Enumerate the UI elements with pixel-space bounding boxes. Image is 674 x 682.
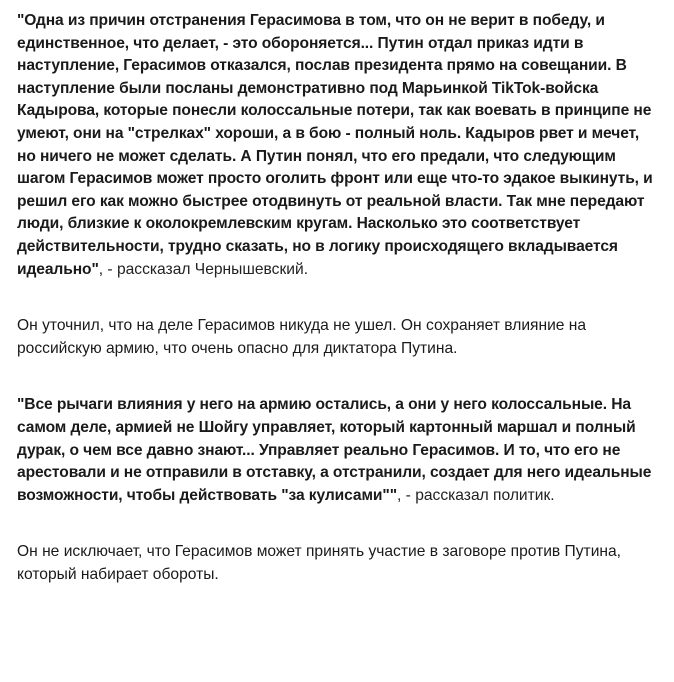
paragraph-quote-1 xyxy=(17,10,660,281)
quote-text: "Все рычаги влияния у него на армию остались, а они у него колоссальные. На самом деле, армией не Шойгу управляет, который картонный маршал и полный дурак, о чем все давно знают... Управляет реально Герасимов. И то, что его не арестовали и не отправили в отставку, а отстранили, создает для него идеальные возможности, чтобы действовать "за кулисами"" xyxy=(17,396,652,504)
quote-attribution: , - рассказал политик. xyxy=(397,486,555,504)
quote-attribution: , - рассказал Чернышевский. xyxy=(98,260,309,278)
quote-text: "Одна из причин отстранения Герасимова в том, что он не верит в победу, и единственное, что делает, - это обороняется... Путин отдал приказ идти в наступление, Герасимов отказался, послав президента прямо на совещании. В наступление были посланы демонстративно под Марьинкой TikTok-войска Кадырова, которые понесли колоссальные потери, так как воевать в принципе не умеют, они на "стрелках" хороши, а в бою - полный ноль. Кадыров рвет и мечет, но ничего не может сделать. А Путин понял, что его предали, что следующим шагом Герасимов может просто оголить фронт или еще что-то эдакое выкинуть, и решил его как можно быстрее отодвинуть от реальной власти. Так мне передают люди, близкие к околокремлевским кругам. Насколько это соответствует действительности, трудно сказать, но в логику происходящего вкладывается идеально" xyxy=(17,12,653,278)
paragraph-text-1: Он уточнил, что на деле Герасимов никуда не ушел. Он сохраняет влияние на российскую армию, что очень опасно для диктатора Путина. xyxy=(17,317,587,357)
paragraph-quote-2 xyxy=(17,394,660,507)
paragraph-text-2: Он не исключает, что Герасимов может принять участие в заговоре против Путина, который набирает обороты. xyxy=(17,543,622,583)
